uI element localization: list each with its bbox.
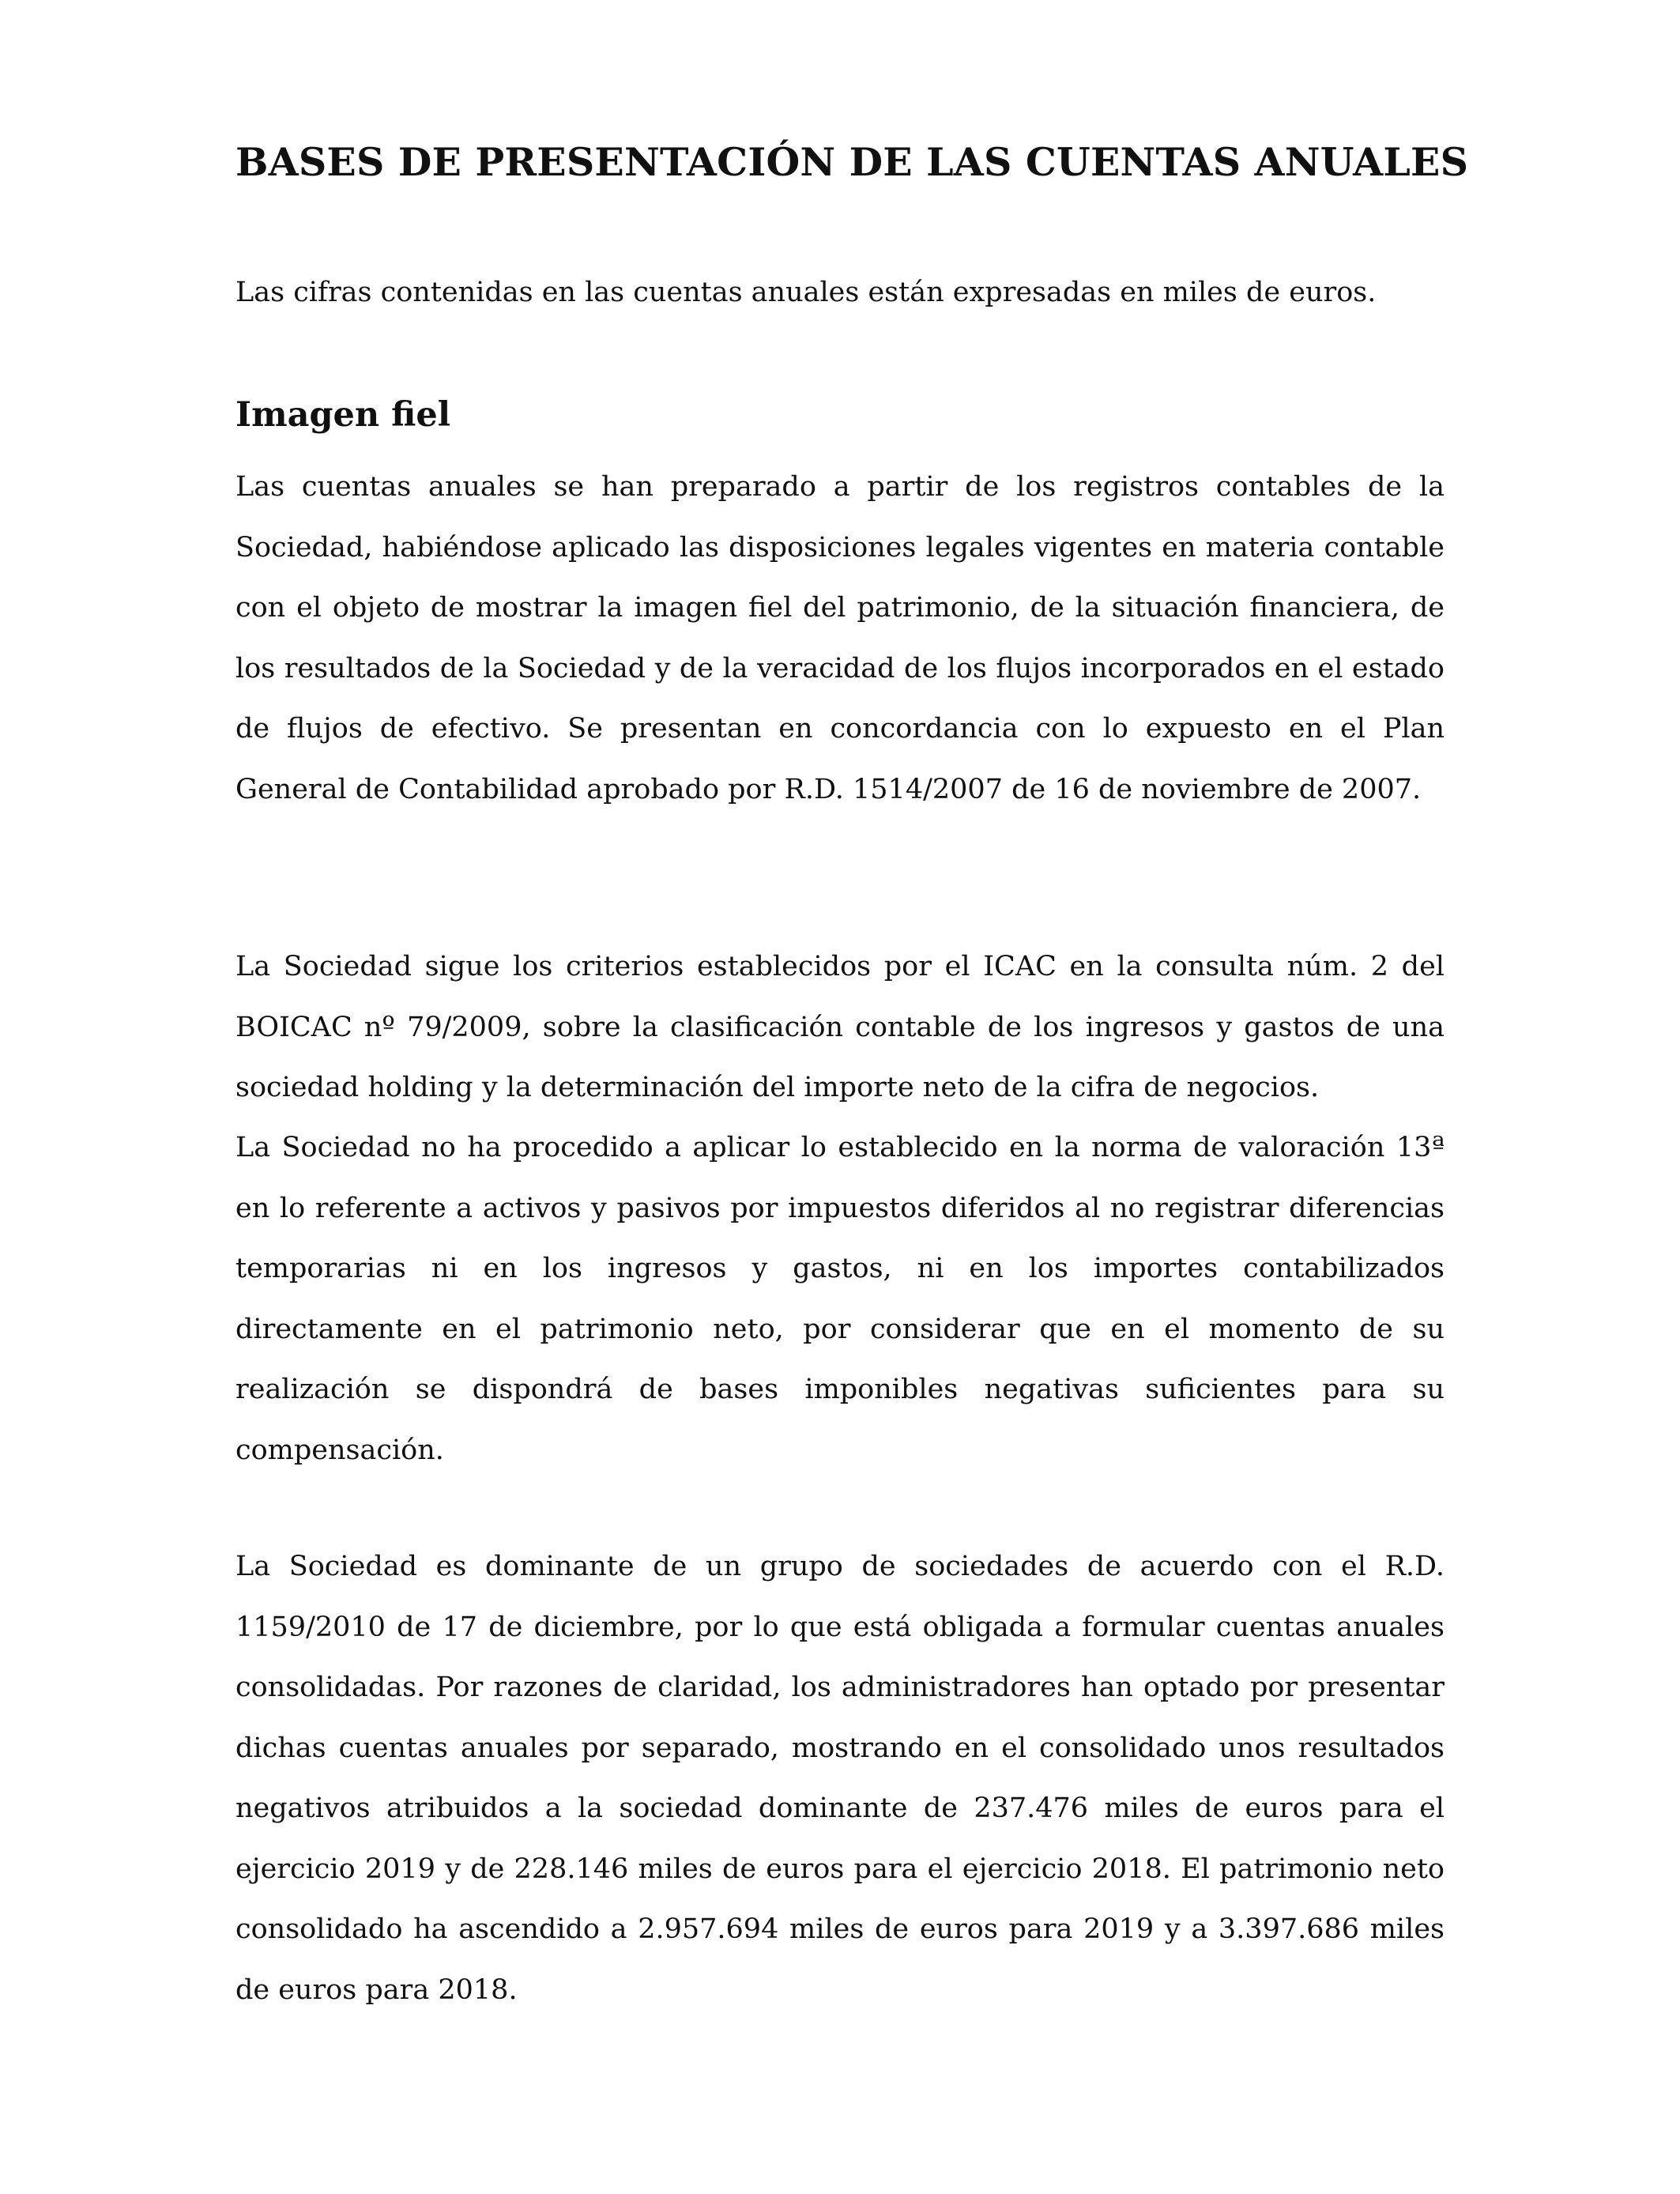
paragraph-icac-criteria: La Sociedad sigue los criterios establecidos por el ICAC en la consulta núm. 2 del BOICAC nº 79/2009, sobre la clasificación contable de los ingresos y gastos de una sociedad holding y la determinación del importe neto de la cifra de negocios.	[235, 951, 1445, 1103]
paragraph-imagen-fiel: Las cuentas anuales se han preparado a partir de los registros contables de la Sociedad, habiéndose aplicado las disposiciones legales vigentes en materia contable con el objeto de mostrar la imagen fiel del patrimonio, de la situación financiera, de los resultados de la Sociedad y de la veracidad de los flujos incorporados en el estado de flujos de efectivo. Se presentan en concordancia con lo expuesto en el Plan General de Contabilidad aprobado por R.D. 1514/2007 de 16 de noviembre de 2007.	[235, 471, 1445, 805]
intro-text: Las cifras contenidas en las cuentas anuales están expresadas en miles de euros.	[235, 277, 1377, 308]
paragraph-consolidated-group: La Sociedad es dominante de un grupo de sociedades de acuerdo con el R.D. 1159/2010 de 17 de diciembre, por lo que está obligada a formular cuentas anuales consolidadas. Por razones de claridad, los administradores han optado por presentar dichas cuentas anuales por separado, mostrando en el consolidado unos resultados negativos atribuidos a la sociedad dominante de 237.476 miles de euros para el ejercicio 2019 y de 228.146 miles de euros para el ejercicio 2018. El patrimonio neto consolidado ha ascendido a 2.957.694 miles de euros para 2019 y a 3.397.686 miles de euros para 2018.	[235, 1551, 1445, 2006]
document-title: BASES DE PRESENTACIÓN DE LAS CUENTAS ANUALES	[235, 139, 1469, 185]
section-heading: Imagen fiel	[235, 395, 451, 435]
paragraph-deferred-taxes: La Sociedad no ha procedido a aplicar lo establecido en la norma de valoración 13ª en lo referente a activos y pasivos por impuestos diferidos al no registrar diferencias temporarias ni en los ingresos y gastos, ni en los importes contabilizados directamente en el patrimonio neto, por considerar que en el momento de su realización se dispondrá de bases imponibles negativas suficientes para su compensación.	[235, 1132, 1445, 1466]
